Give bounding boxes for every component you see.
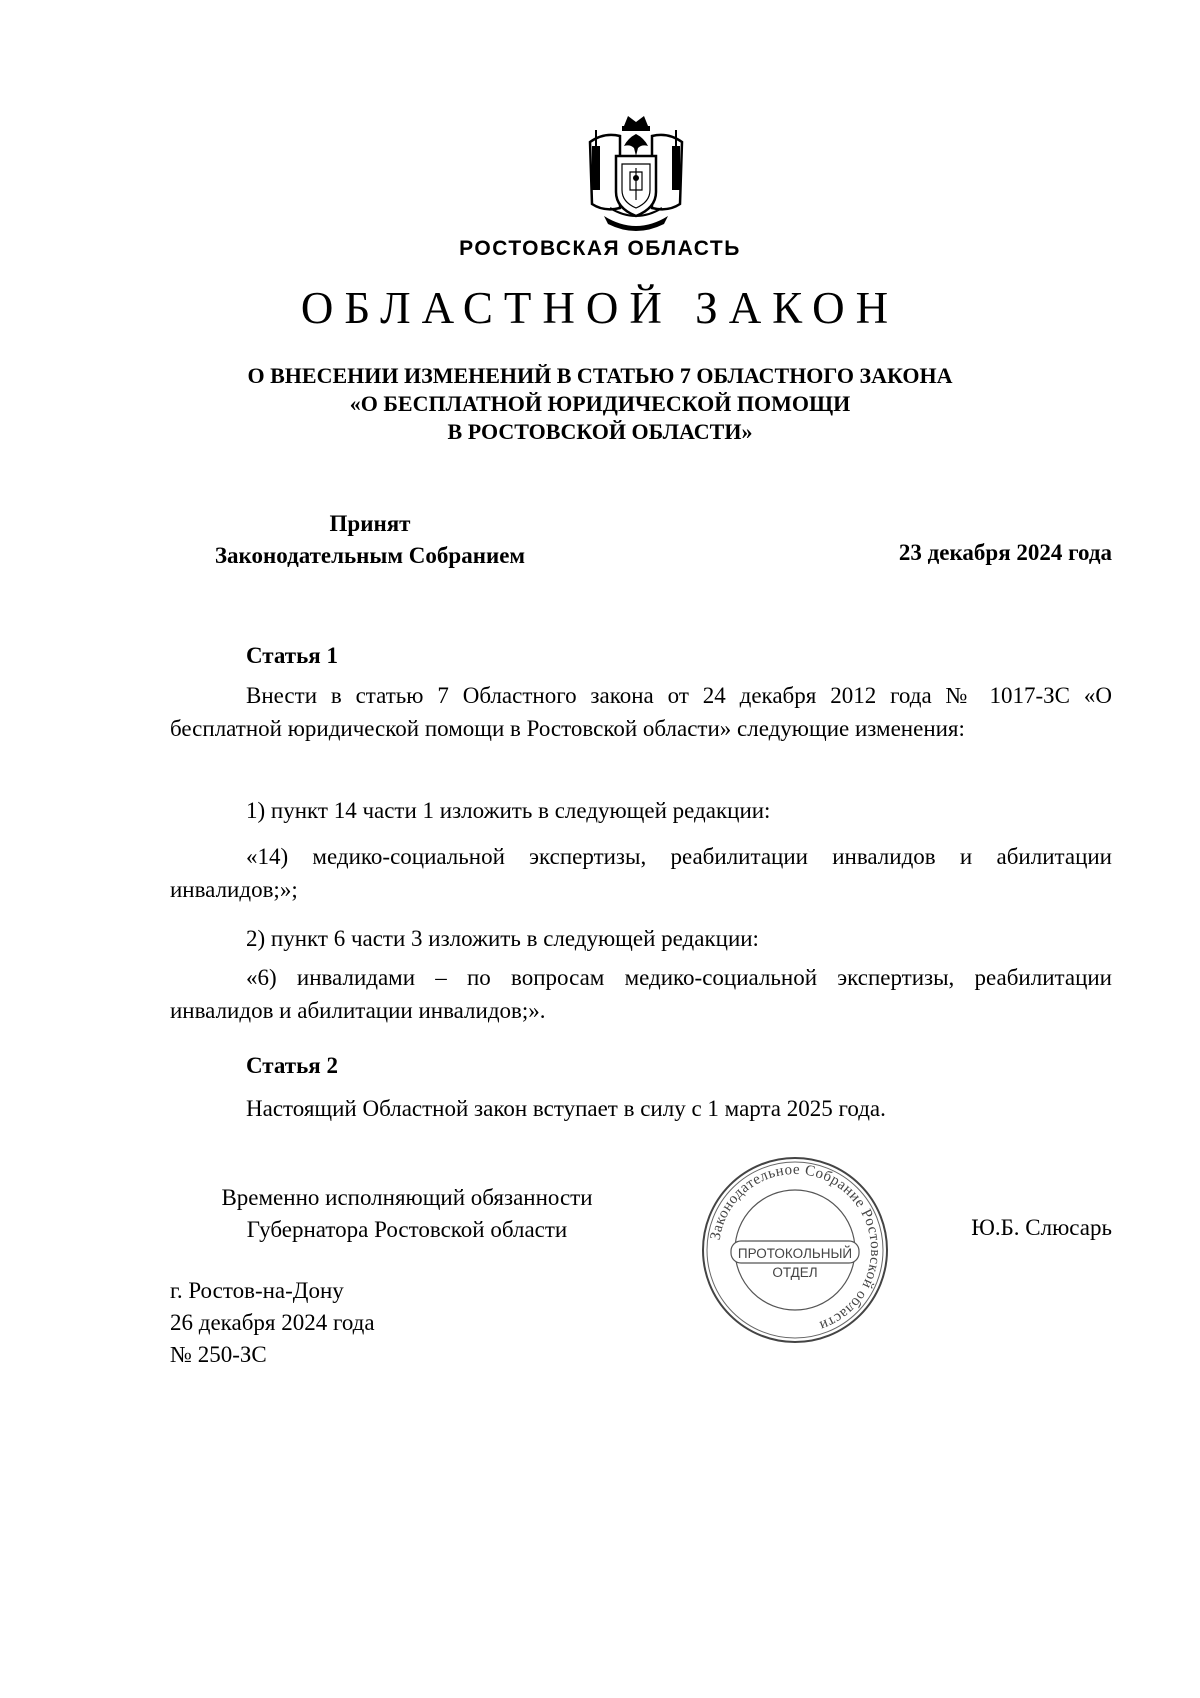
stamp-center-line-1: ПРОТОКОЛЬНЫЙ: [737, 1246, 853, 1261]
article-1-item-1: 1) пункт 14 части 1 изложить в следующей редакции:: [246, 798, 771, 823]
article-2-text: Настоящий Областной закон вступает в силу с 1 марта 2025 года.: [246, 1096, 886, 1121]
law-title-line: В РОСТОВСКОЙ ОБЛАСТИ»: [447, 419, 753, 444]
place-city: г. Ростов-на-Дону: [170, 1278, 344, 1303]
article-1-intro: Внести в статью 7 Областного закона от 24 декабря 2012 года № 1017-ЗС «О бесплатной юридической помощи в Ростовской области» следующие изменения:: [170, 683, 1112, 741]
law-title-line: «О БЕСПЛАТНОЙ ЮРИДИЧЕСКОЙ ПОМОЩИ: [349, 391, 851, 416]
article-1-heading: Статья 1: [246, 643, 338, 668]
official-stamp: [700, 1155, 890, 1345]
article-2-heading: Статья 2: [246, 1053, 338, 1078]
signer-name: Ю.Б. Слюсарь: [971, 1215, 1112, 1240]
article-1-item-2-text: «6) инвалидами – по вопросам медико-социальной экспертизы, реабилитации инвалидов и абилитации инвалидов;».: [170, 965, 1112, 1023]
document-type: ОБЛАСТНОЙ ЗАКОН: [300, 283, 900, 333]
rostov-oblast-coat-of-arms-icon: [584, 112, 688, 238]
law-number: № 250-ЗС: [170, 1342, 267, 1367]
adoption-line: Принят: [329, 511, 411, 536]
law-title-line: О ВНЕСЕНИИ ИЗМЕНЕНИЙ В СТАТЬЮ 7 ОБЛАСТНОГО ЗАКОНА: [247, 363, 953, 388]
article-1-item-2: 2) пункт 6 части 3 изложить в следующей редакции:: [246, 926, 759, 951]
adoption-date: 23 декабря 2024 года: [898, 540, 1112, 565]
article-1-item-1-text: «14) медико-социальной экспертизы, реабилитации инвалидов и абилитации инвалидов;»;: [170, 844, 1112, 902]
adoption-block: [170, 508, 570, 572]
adoption-line: Законодательным Собранием: [214, 543, 526, 568]
signer-position-line: Временно исполняющий обязанности: [221, 1185, 593, 1210]
signer-position-line: Губернатора Ростовской области: [246, 1217, 568, 1242]
place-date-number: [170, 1275, 375, 1371]
signing-date: 26 декабря 2024 года: [170, 1310, 375, 1335]
stamp-center-line-2: ОТДЕЛ: [772, 1265, 818, 1280]
signer-position: [170, 1182, 644, 1246]
stamp-ring-text: Законодательное Собрание Ростовской области: [707, 1161, 884, 1334]
region-name: РОСТОВСКАЯ ОБЛАСТЬ: [459, 237, 741, 260]
law-title: [200, 362, 1000, 446]
